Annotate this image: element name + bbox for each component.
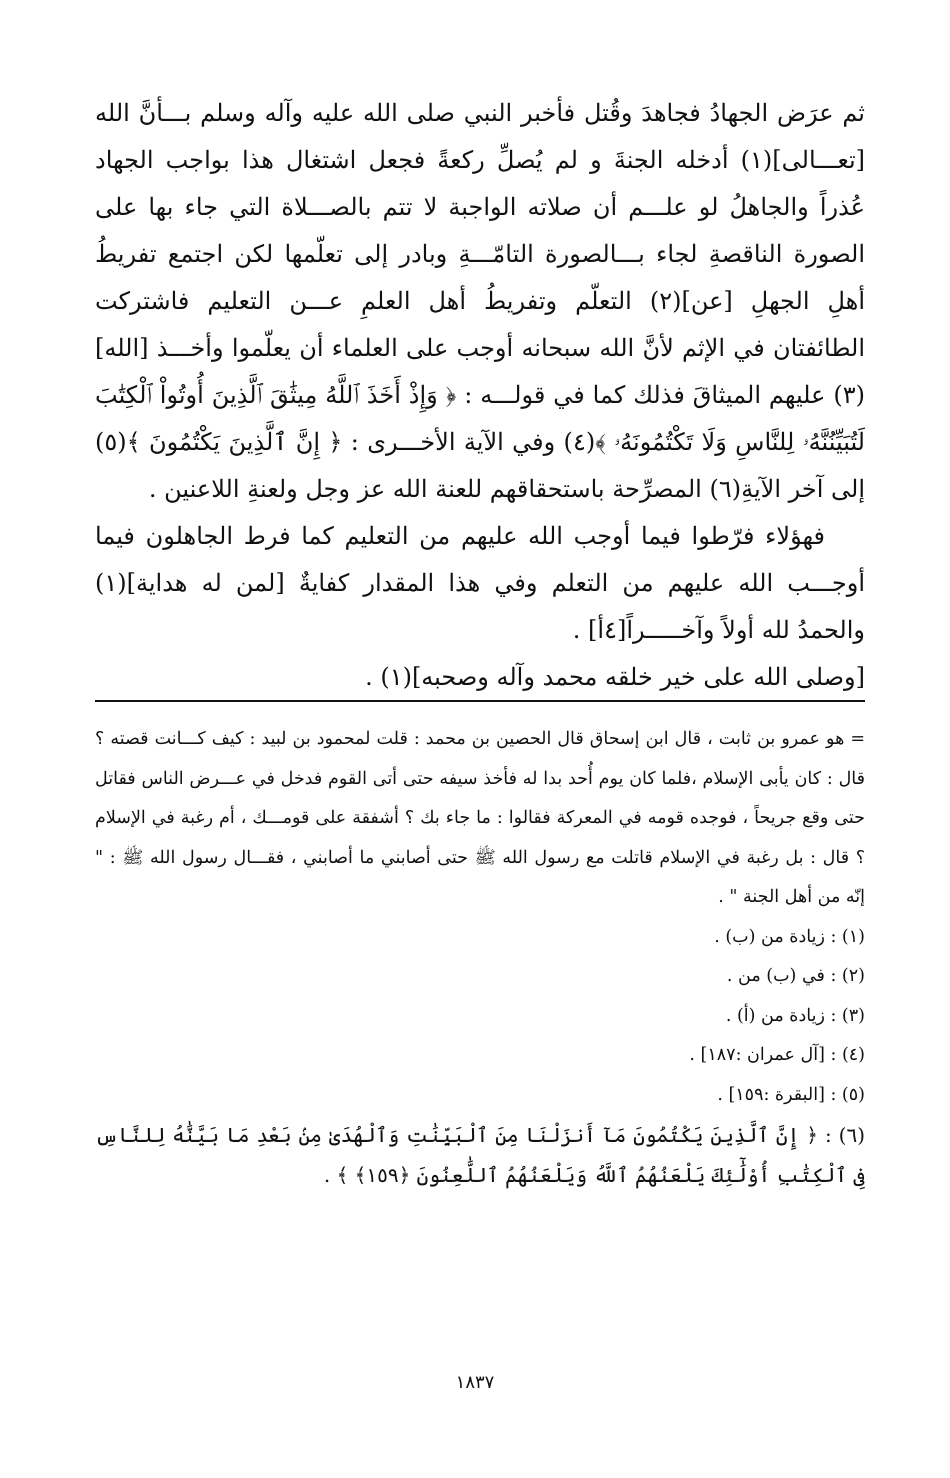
footnote-6: (٦) : ﴿ إِنَّ ٱلَّذِينَ يَكْتُمُونَ مَآ أَنزَلْنَا مِنَ ٱلْبَيِّنَٰتِ وَٱلْهُدَىٰ مِنۢ بَعْدِ مَا بَيَّنَّٰهُ لِلنَّاسِ فِى ٱلْكِتَٰبِ أُوْلَٰٓئِكَ يَلْعَنُهُمُ ٱللَّهُ وَيَلْعَنُهُمُ ٱللَّٰعِنُونَ ﴿١٥٩﴾ ﴾ . <box>95 1123 865 1187</box>
footnote-divider <box>95 700 865 702</box>
paragraph-2: فهؤلاء فرّطوا فيما أوجب الله عليهم من التعليم كما فرط الجاهلون فيما أوجـــب الله عليهم من التعلم وفي هذا المقدار كفايةٌ [لمن له هداية](١) والحمدُ لله أولاً وآخـــــراً[٤أ] . <box>95 522 866 644</box>
main-text <box>95 90 865 701</box>
footnote-continuation: = هو عمرو بن ثابت ، قال ابن إسحاق قال الحصين بن محمد : قلت لمحمود بن لبيد : كيف كـــانت قصته ؟ قال : كان يأبى الإسلام ،فلما كان يوم أُحد بدا له فأخذ سيفه حتى أتى القوم فدخل في عـــرض الناس فقاتل حتى وقع جريحاً ، فوجده قومه في المعركة فقالوا : ما جاء بك ؟ أشفقة على قومـــك ، أم رغبة في الإسلام ؟ قال : بل رغبة في الإسلام قاتلت مع رسول الله ﷺ حتى أصابني ما أصابني ، فقـــال رسول الله ﷺ : " إنّه من أهل الجنة " . <box>95 729 865 907</box>
footnote-5: (٥) : [البقرة :١٥٩] . <box>717 1084 865 1105</box>
paragraph-1: ثم عرَض الجهادُ فجاهدَ وقُتل فأخبر النبي صلى الله عليه وآله وسلم بـــأنَّ الله [تعـــالى](١) أدخله الجنةَ و لم يُصلِّ ركعةً فجعل اشتغال هذا بواجب الجهاد عُذراً والجاهلُ لو علـــم أن صلاته الواجبة لا تتم بالصـــلاة التي جاء بها على الصورة الناقصةِ لجاء بـــالصورة التامّـــةِ وبادر إلى تعلّمها لكن اجتمع تفريطُ أهلِ الجهلِ [عن](٢) التعلّم وتفريطُ أهل العلمِ عـــن التعليم فاشتركت الطائفتان في الإثم لأنَّ الله سبحانه أوجب على العلماء أن يعلّموا وأخـــذ [الله](٣) عليهم الميثاقَ فذلك كما في قولـــه : ﴿ وَإِذْ أَخَذَ ٱللَّهُ مِيثَٰقَ ٱلَّذِينَ أُوتُواْ ٱلْكِتَٰبَ لَتُبَيِّنُنَّهُۥ لِلنَّاسِ وَلَا تَكْتُمُونَهُۥ ﴾(٤) وفي الآية الأخـــرى : ﴿ إِنَّ ٱلَّذِينَ يَكْتُمُونَ ﴾(٥) إلى آخر الآيةِ(٦) المصرِّحة باستحقاقهم للعنة الله عز وجل ولعنةِ اللاعنين . <box>95 99 865 503</box>
footnote-3: (٣) : زيادة من (أ) . <box>725 1005 865 1026</box>
footnote-2: (٢) : في (ب) من . <box>726 966 865 986</box>
paragraph-3: [وصلى الله على خير خلقه محمد وآله وصحبه](١) . <box>365 663 865 691</box>
footnote-4: (٤) : [آل عمران :١٨٧] . <box>689 1045 865 1065</box>
footnotes <box>95 720 865 1195</box>
page-number: ١٨٣٧ <box>455 1372 495 1393</box>
footnote-1: (١) : زيادة من (ب) . <box>714 926 865 947</box>
